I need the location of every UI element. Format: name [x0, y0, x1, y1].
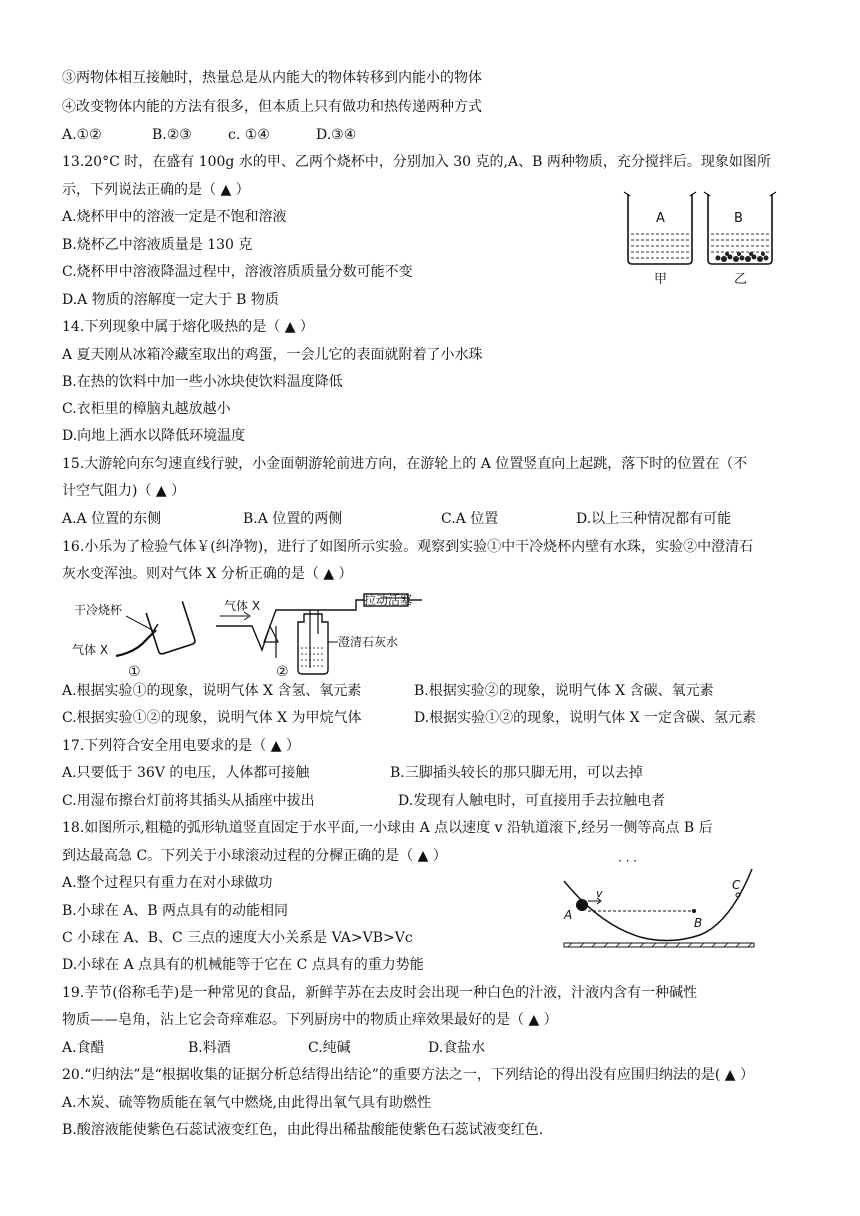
ball: [576, 899, 588, 911]
q16-option-a[interactable]: A.根据实验①的现象，说明气体 X 含氢、氧元素: [62, 683, 362, 699]
q13-stem: 13.20°C 时，在盛有 100g 水的甲、乙两个烧杯中，分别加入 30 克的,A、B 两种物质，充分搅拌后。现象如图所: [62, 154, 771, 170]
q18-option-c[interactable]: C 小球在 A、B、C 三点的速度大小关系是 VA>VB>Vc: [62, 930, 413, 946]
point-b-label: B: [694, 916, 703, 930]
q19-option-c[interactable]: C.纯碱: [308, 1040, 351, 1056]
q17-option-b[interactable]: B.三脚插头较长的那只脚无用，可以去掉: [390, 765, 643, 781]
q16-option-c[interactable]: C.根据实验①②的现象，说明气体 X 为甲烷气体: [62, 710, 362, 726]
q18-stem-cont: 到达最高急 C。下列关于小球滚动过程的分樨正确的是（ ▲ ）: [62, 848, 447, 864]
piston-label: 拉动活塞: [364, 593, 413, 607]
statement-4: ④改变物体内能的方法有很多，但本质上只有做功和热传递两种方式: [62, 99, 482, 115]
q15-option-a[interactable]: A.A 位置的东侧: [62, 511, 162, 527]
q13-option-b[interactable]: B.烧杯乙中溶液质量是 130 克: [62, 237, 253, 253]
beaker-b-caption: 乙: [734, 272, 748, 286]
track-dots: · · ·: [618, 855, 638, 868]
beakers-figure: [622, 190, 792, 286]
q14-stem: 14.下列现象中属于熔化吸热的是（ ▲ ）: [62, 319, 314, 335]
beaker-b-label: B: [734, 211, 743, 226]
q20-option-b[interactable]: B.酸溶液能使紫色石蕊试液变红色，由此得出稀盐酸能使紫色石蕊试液变红色.: [62, 1122, 544, 1138]
q19-option-a[interactable]: A.食醋: [62, 1040, 105, 1056]
q15-option-c[interactable]: C.A 位置: [441, 511, 499, 527]
limewater-label: 澄清石灰水: [338, 635, 399, 649]
beaker-a-caption: 甲: [654, 272, 668, 286]
point-a-label: A: [564, 908, 573, 922]
q12-option-b[interactable]: B.②③: [152, 127, 192, 143]
cold-beaker-label: 干冷烧杯: [74, 603, 123, 617]
experiment-2-number: ②: [276, 664, 289, 680]
q18-option-a[interactable]: A.整个过程只有重力在对小球做功: [62, 875, 273, 891]
experiment-1-number: ①: [128, 664, 141, 680]
q15-option-d[interactable]: D.以上三种情况都有可能: [576, 511, 732, 527]
q19-option-b[interactable]: B.料酒: [188, 1040, 231, 1056]
q16-option-b[interactable]: B.根据实验②的现象，说明气体 X 含碳、氧元素: [414, 683, 714, 699]
point-c-label: C: [732, 878, 741, 892]
q14-option-b[interactable]: B.在热的饮料中加一些小冰块使饮料温度降低: [62, 374, 343, 390]
q15-stem: 15.大游轮向东匀速直线行驶，小金面朝游轮前进方向，在游轮上的 A 位置竖直向上起跳，落下时的位置在（不: [62, 456, 748, 472]
statement-3: ③两物体相互接触时，热量总是从内能大的物体转移到内能小的物体: [62, 70, 482, 86]
q17-option-c[interactable]: C.用湿布擦台灯前将其插头从插座中拔出: [62, 793, 315, 809]
gas-x-label-1: 气体 X: [72, 643, 109, 657]
q16-stem-cont: 灰水变浑浊。则对气体 X 分析正确的是（ ▲ ）: [62, 566, 353, 582]
q20-stem: 20.“归纳法”是“根据收集的证据分析总结得出结论”的重要方法之一，下列结论的得出没有应围归纳法的是( ▲ ）: [62, 1067, 755, 1083]
gas-experiment-figure: [66, 590, 446, 682]
q12-option-a[interactable]: A.①②: [62, 127, 102, 143]
q15-option-b[interactable]: B.A 位置的两侧: [243, 511, 343, 527]
q17-stem: 17.下列符合安全用电要求的是（ ▲ ）: [62, 738, 300, 754]
q14-option-d[interactable]: D.向地上洒水以降低环境温度: [62, 428, 246, 444]
experiment-1: [72, 601, 196, 680]
q16-stem: 16.小乐为了检验气体￥(纠净物)，进行了如图所示实验。观察到实验①中干冷烧杯内壁有水珠，实验②中澄清石: [62, 539, 754, 555]
q14-option-c[interactable]: C.衣柜里的樟脑丸越放越小: [62, 401, 231, 417]
q20-option-a[interactable]: A.木炭、硫等物质能在氧气中燃烧,由此得出氧气具有助燃性: [62, 1095, 432, 1111]
q13-option-d[interactable]: D.A 物质的溶解度一定大于 B 物质: [62, 292, 279, 308]
beaker-a-label: A: [656, 211, 665, 226]
beaker-a: [624, 192, 696, 264]
beaker-b: [704, 192, 776, 264]
q19-option-d[interactable]: D.食盐水: [428, 1040, 486, 1056]
q12-option-c[interactable]: c. ①④: [228, 127, 270, 143]
q15-stem-cont: 计空气阻力)（ ▲ ）: [62, 483, 186, 499]
q16-option-d[interactable]: D.根据实验①②的现象，说明气体 X 一定含碳、氢元素: [414, 710, 757, 726]
q14-option-a[interactable]: A 夏天刚从冰箱冷藏室取出的鸡蛋，一会儿它的表面就附着了小水珠: [62, 347, 483, 363]
q12-option-d[interactable]: D.③④: [316, 127, 357, 143]
q13-stem-cont: 示，下列说法正确的是（ ▲ ）: [62, 182, 250, 198]
precipitate: [716, 252, 769, 262]
gas-x-label-2: 气体 X: [224, 599, 261, 613]
q13-option-a[interactable]: A.烧杯甲中的溶液一定是不饱和溶液: [62, 209, 287, 225]
q17-option-d[interactable]: D.发现有人触电时，可直接用手去拉触电者: [398, 793, 666, 809]
experiment-2: [216, 592, 422, 680]
q17-option-a[interactable]: A.只要低于 36V 的电压，人体都可接触: [62, 765, 310, 781]
q19-stem: 19.芋节(俗称毛芋)是一种常见的食品，新鲜芋苏在去皮时会出现一种白色的汁液，汁液内含有一种碱性: [62, 985, 698, 1001]
track-figure: [560, 855, 760, 953]
q18-stem: 18.如图所示,粗糙的弧形轨道竖直固定于水平面,一小球由 A 点以速度 v 沿轨道滚下,经另一侧等高点 B 后: [62, 820, 713, 836]
velocity-label: v: [596, 887, 603, 900]
q19-stem-cont: 物质——皂角，沾上它会奇痒难忍。下列厨房中的物质止痒效果最好的是（ ▲ ）: [62, 1012, 558, 1028]
q18-option-d[interactable]: D.小球在 A 点具有的机械能等于它在 C 点具有的重力势能: [62, 957, 424, 973]
q18-option-b[interactable]: B.小球在 A、B 两点具有的动能相同: [62, 903, 289, 919]
q13-option-c[interactable]: C.烧杯甲中溶液降温过程中，溶液溶质质量分数可能不变: [62, 264, 413, 280]
